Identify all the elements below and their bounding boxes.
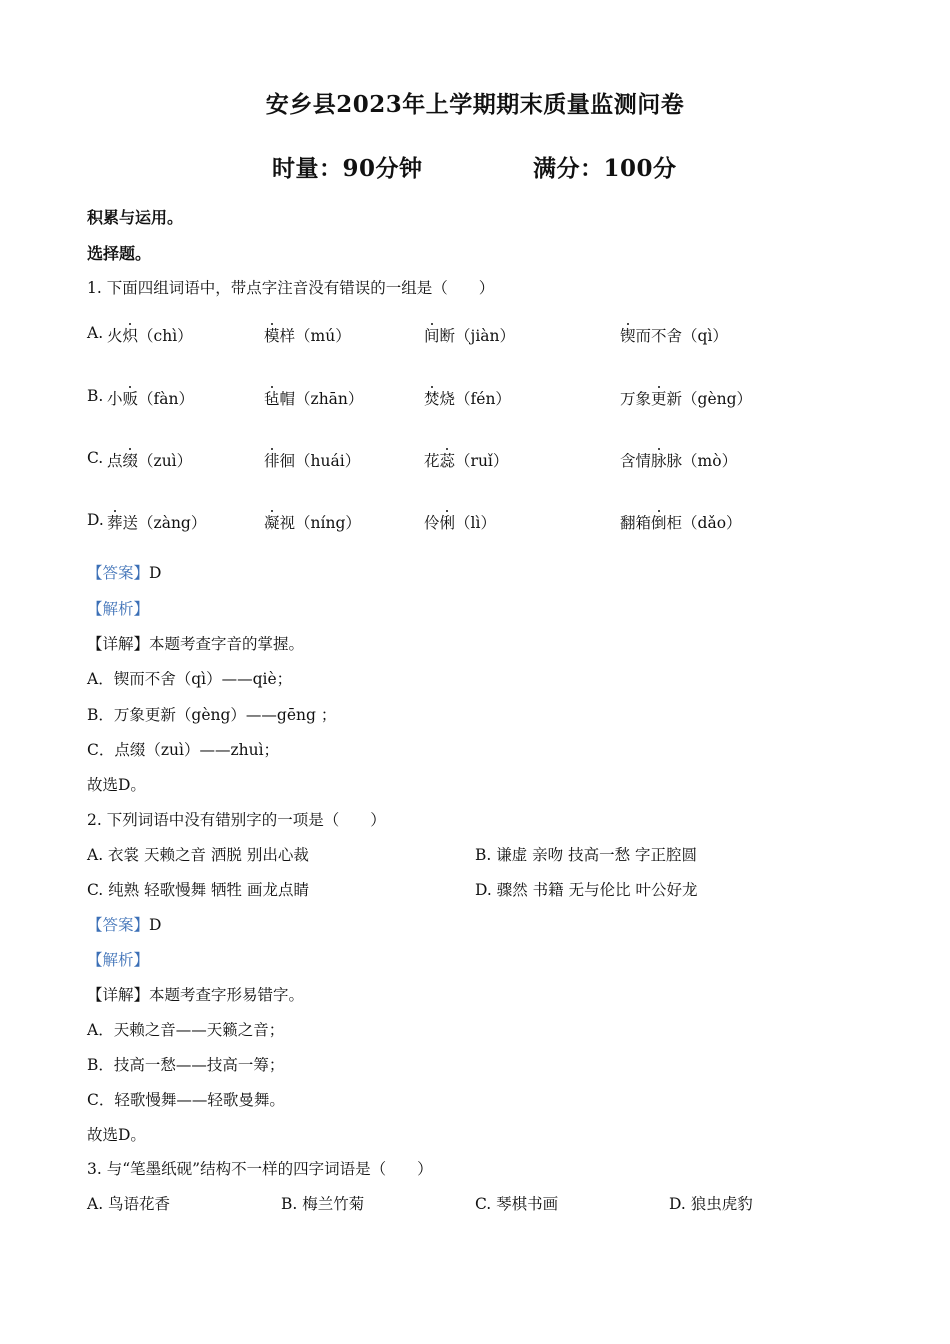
dotted-character: 炽 <box>122 327 139 345</box>
option-word <box>424 387 511 409</box>
question-1-explanation-c: C．点缀（zuì）——zhuì； <box>87 741 280 759</box>
question-2-option-d: D. 骤然 书籍 无与伦比 叶公好龙 <box>475 881 698 899</box>
question-2-stem: 2. 下列词语中没有错别字的一项是（ ） <box>87 811 386 829</box>
word-text: 新 <box>666 390 683 408</box>
option-word <box>620 511 742 533</box>
question-1-explanation-a: A．锲而不舍（qì）——qiè； <box>87 670 293 688</box>
option-word <box>264 449 360 471</box>
word-text: 烧 <box>439 390 456 408</box>
option-word <box>107 387 194 409</box>
pinyin: （zuì） <box>138 452 193 470</box>
question-3-option-d: D. 狼虫虎豹 <box>669 1195 753 1213</box>
pinyin: （níng） <box>295 514 361 532</box>
pinyin: （fén） <box>455 390 511 408</box>
question-1-conclusion: 故选D。 <box>87 776 146 794</box>
question-1-stem: 1. 下面四组词语中，带点字注音没有错误的一组是（ ） <box>87 279 495 297</box>
pinyin: （zàng） <box>138 514 207 532</box>
pinyin: （jiàn） <box>455 327 516 345</box>
question-2-explanation-c: C．轻歌慢舞——轻歌曼舞。 <box>87 1091 285 1109</box>
option-word <box>264 511 361 533</box>
question-2-conclusion: 故选D。 <box>87 1126 146 1144</box>
question-2-option-b: B. 谦虚 亲吻 技高一愁 字正腔圆 <box>475 846 698 864</box>
question-2-detail: 【详解】本题考查字形易错字。 <box>87 986 305 1004</box>
question-3-option-c: C. 琴棋书画 <box>475 1195 559 1213</box>
pinyin: （gèng） <box>682 390 753 408</box>
word-text: 徊 <box>279 452 296 470</box>
pinyin: （lì） <box>455 514 496 532</box>
exam-time: 时量：90分钟 <box>272 155 423 182</box>
page-title: 安乡县2023年上学期期末质量监测问卷 <box>265 91 685 118</box>
answer-tag: 【答案】 <box>87 564 150 582</box>
option-letter: B. <box>87 387 104 405</box>
word-text: 含情 <box>620 452 652 470</box>
question-3-stem: 3. 与“笔墨纸砚”结构不一样的四字词语是（ ） <box>87 1160 433 1178</box>
question-1-analysis-tag: 【解析】 <box>87 600 150 618</box>
pinyin: （ruǐ） <box>455 452 509 470</box>
word-text: 伶 <box>424 514 440 532</box>
question-3-option-a: A. 鸟语花香 <box>87 1195 171 1213</box>
option-word <box>424 324 515 346</box>
pinyin: （mò） <box>682 452 738 470</box>
option-word <box>620 449 737 471</box>
dotted-character: 焚 <box>424 390 440 408</box>
answer-tag: 【答案】 <box>87 916 150 934</box>
option-word <box>264 387 363 409</box>
option-word <box>107 449 192 471</box>
question-1-answer <box>87 561 161 583</box>
word-text: 脉 <box>666 452 683 470</box>
pinyin: （chì） <box>138 327 193 345</box>
dotted-character: 徘 <box>264 452 280 470</box>
question-2-explanation-a: A．天赖之音——天籁之音； <box>87 1021 285 1039</box>
section-heading-choice: 选择题。 <box>87 244 152 263</box>
section-heading-accumulation: 积累与运用。 <box>87 208 184 227</box>
dotted-character: 锲 <box>620 327 636 345</box>
option-word <box>264 324 351 346</box>
option-word <box>424 449 508 471</box>
exam-score: 满分：100分 <box>533 155 677 182</box>
option-word <box>620 324 728 346</box>
option-word <box>107 511 206 533</box>
option-letter: D. <box>87 511 104 529</box>
word-text: 小 <box>107 390 123 408</box>
pinyin: （mú） <box>295 327 351 345</box>
question-2-option-c: C. 纯熟 轻歌慢舞 牺牲 画龙点睛 <box>87 881 309 899</box>
word-text: 断 <box>439 327 456 345</box>
dotted-character: 毡 <box>264 390 280 408</box>
dotted-character: 模 <box>264 327 280 345</box>
word-text: 柜 <box>666 514 683 532</box>
option-word <box>107 324 193 346</box>
answer-value: D <box>149 564 162 582</box>
dotted-character: 缀 <box>122 452 139 470</box>
option-letter: C. <box>87 449 104 467</box>
question-2-explanation-b: B．技高一愁——技高一筹； <box>87 1056 285 1074</box>
word-text: 视 <box>279 514 296 532</box>
option-letter: A. <box>87 324 104 342</box>
dotted-character: 间 <box>424 327 440 345</box>
dotted-character: 脉 <box>651 452 667 470</box>
dotted-character: 更 <box>651 390 667 408</box>
word-text: 点 <box>107 452 123 470</box>
dotted-character: 贩 <box>122 390 139 408</box>
word-text: 万象 <box>620 390 652 408</box>
pinyin: （qì） <box>682 327 728 345</box>
pinyin: （huái） <box>295 452 361 470</box>
dotted-character: 凝 <box>264 514 280 532</box>
dotted-character: 倒 <box>651 514 667 532</box>
word-text: 而不舍 <box>635 327 683 345</box>
word-text: 翻箱 <box>620 514 652 532</box>
pinyin: （fàn） <box>138 390 194 408</box>
question-3-option-b: B. 梅兰竹菊 <box>281 1195 365 1213</box>
pinyin: （dǎo） <box>682 514 742 532</box>
dotted-character: 俐 <box>439 514 456 532</box>
word-text: 送 <box>122 514 139 532</box>
option-word <box>620 387 752 409</box>
answer-value: D <box>149 916 162 934</box>
question-2-option-a: A. 衣裳 天赖之音 洒脱 别出心裁 <box>87 846 309 864</box>
pinyin: （zhān） <box>295 390 364 408</box>
question-1-explanation-b: B．万象更新（gèng）——gēng ； <box>87 706 337 724</box>
word-text: 火 <box>107 327 123 345</box>
question-2-analysis-tag: 【解析】 <box>87 951 150 969</box>
word-text: 样 <box>279 327 296 345</box>
question-2-answer <box>87 913 161 935</box>
dotted-character: 蕊 <box>439 452 456 470</box>
question-1-detail: 【详解】本题考查字音的掌握。 <box>87 635 305 653</box>
option-word <box>424 511 496 533</box>
word-text: 帽 <box>279 390 296 408</box>
dotted-character: 葬 <box>107 514 123 532</box>
word-text: 花 <box>424 452 440 470</box>
